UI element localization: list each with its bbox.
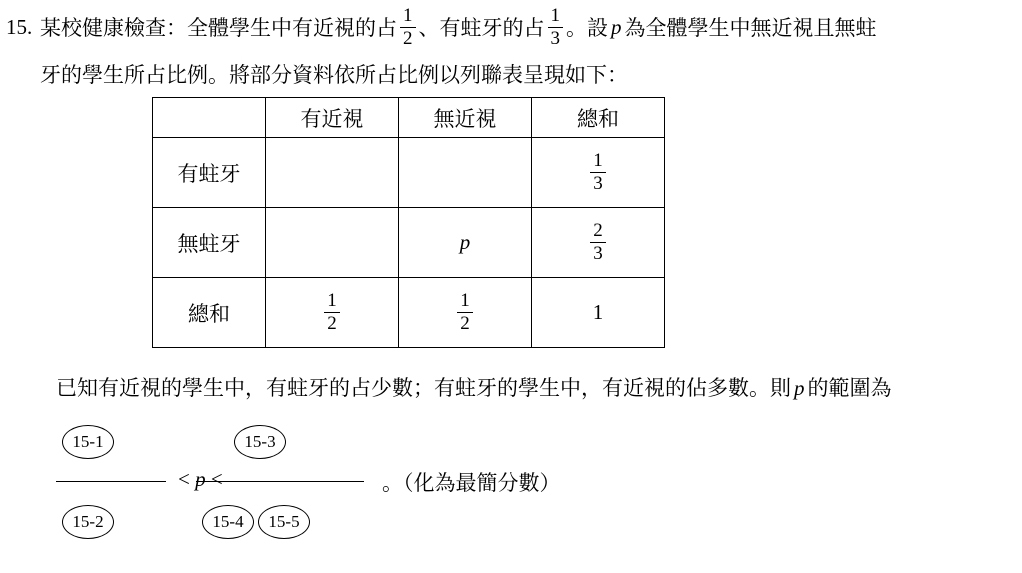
question-number: 15. — [6, 15, 33, 39]
cell-r2c1 — [266, 208, 399, 278]
variable-p-inline: p — [611, 15, 622, 40]
table-row-label-1: 有蛀牙 — [153, 138, 266, 208]
table-row — [153, 208, 665, 278]
table-row — [153, 138, 665, 208]
cell-r3c1 — [266, 278, 399, 348]
question-text-part-4: 為全體學生中無近視且無蛀 — [624, 16, 877, 41]
fraction-two-thirds-cell: $\frac{2}{3}$ — [590, 221, 606, 264]
fraction-one-half-cell-a: $\frac{1}{2}$ — [324, 291, 340, 334]
contingency-table — [152, 97, 665, 348]
answer-area — [56, 425, 576, 573]
fraction-one-third-cell: $\frac{1}{3}$ — [590, 151, 606, 194]
fraction-bar-left — [56, 481, 166, 482]
table-corner-cell — [153, 98, 266, 138]
table-row-label-3: 總和 — [153, 278, 266, 348]
table-col-header-2: 無近視 — [399, 98, 532, 138]
fraction-one-half-cell-b: $\frac{1}{2}$ — [457, 291, 473, 334]
condition-text-before: 已知有近視的學生中，有蛀牙的占少數；有蛀牙的學生中，有近視的佔多數。則 — [56, 376, 791, 400]
answer-blank-15-2[interactable]: 15-2 — [62, 505, 114, 539]
contingency-table-wrapper — [152, 97, 665, 348]
inequality-operator: < p < — [178, 467, 223, 491]
question-text-part-3: 。設 — [566, 16, 608, 41]
question-line-2: 牙的學生所占比例。將部分資料依所占比例以列聯表呈現如下： — [40, 62, 628, 87]
table-col-header-1: 有近視 — [266, 98, 399, 138]
condition-text-after: 的範圍為 — [807, 376, 892, 400]
fraction-bar-right — [196, 481, 364, 482]
cell-r1c1 — [266, 138, 399, 208]
question-line-1 — [6, 6, 1016, 49]
cell-r1c2 — [399, 138, 532, 208]
fraction-one-third: $\frac{1}{3}$ — [548, 6, 564, 49]
cell-r2c2 — [399, 208, 532, 278]
answer-blank-15-3[interactable]: 15-3 — [234, 425, 286, 459]
question-text-part-1: 某校健康檢查：全體學生中有近視的占 — [40, 16, 397, 41]
answer-blank-15-1[interactable]: 15-1 — [62, 425, 114, 459]
answer-blank-15-4[interactable]: 15-4 — [202, 505, 254, 539]
variable-p-cell: p — [459, 230, 471, 254]
fraction-one-half: $\frac{1}{2}$ — [400, 6, 416, 49]
table-col-header-3: 總和 — [532, 98, 665, 138]
table-row-label-2: 無蛀牙 — [153, 208, 266, 278]
answer-blank-15-5[interactable]: 15-5 — [258, 505, 310, 539]
table-row — [153, 278, 665, 348]
cell-r2c3 — [532, 208, 665, 278]
cell-r1c3 — [532, 138, 665, 208]
cell-r3c2 — [399, 278, 532, 348]
question-block — [6, 6, 1016, 89]
answer-note: 。（化為最簡分數） — [382, 471, 561, 495]
variable-p-statement: p — [794, 376, 805, 400]
table-header-row — [153, 98, 665, 138]
question-text-part-2: 、有蛀牙的占 — [418, 16, 545, 41]
cell-r3c3: 1 — [532, 278, 665, 348]
condition-statement — [56, 372, 892, 402]
